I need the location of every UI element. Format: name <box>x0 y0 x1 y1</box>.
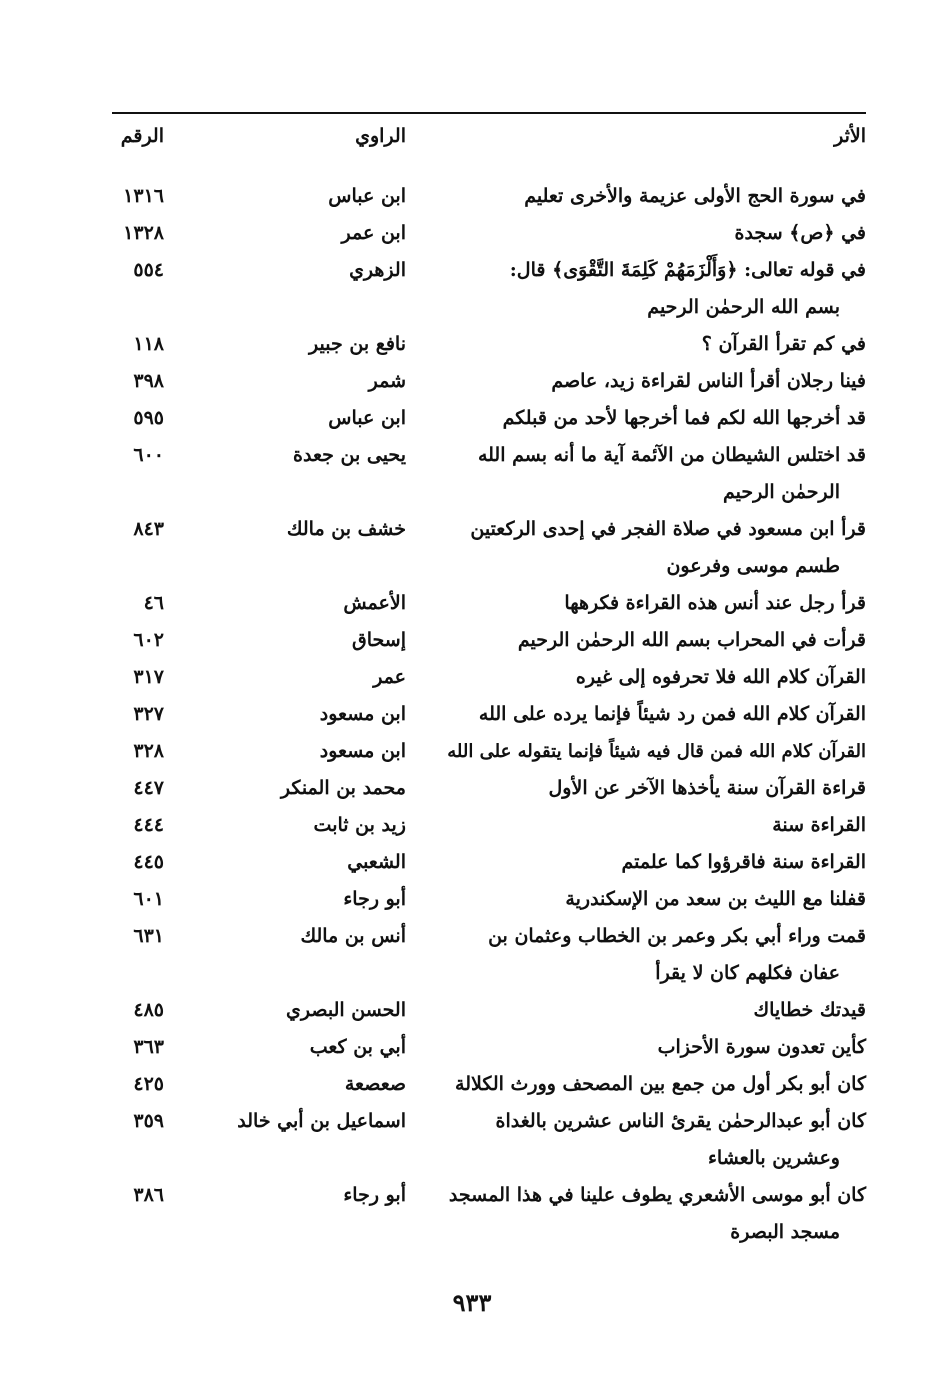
row-line <box>112 252 866 289</box>
row-line <box>112 326 866 363</box>
athar-text: القرآن كلام الله فلا تحرفوه إلى غيره <box>575 666 866 688</box>
raqm-text: ٣٩٨ <box>133 370 164 392</box>
row-line <box>112 770 866 807</box>
rawi-text: صعصعة <box>344 1073 406 1095</box>
row-line <box>112 881 866 918</box>
table-row <box>112 844 866 881</box>
athar-text: قد اختلس الشيطان من الآئمة آية ما أنه بسم الله <box>477 444 866 466</box>
row-line <box>112 1066 866 1103</box>
table-row <box>112 770 866 807</box>
header-athar: الأثر <box>834 125 866 147</box>
table-row <box>112 1103 866 1177</box>
row-line <box>112 511 866 548</box>
athar-continuation: وعشرين بالعشاء <box>707 1147 840 1169</box>
raqm-text: ٣٢٧ <box>133 703 164 725</box>
raqm-text: ٤٨٥ <box>133 999 164 1021</box>
athar-continuation: عفان فكلهم كان لا يقرأ <box>655 962 840 984</box>
athar-text: قيدتك خطاياك <box>753 999 866 1021</box>
raqm-text: ٦٠٠ <box>133 444 164 466</box>
entries-list <box>112 178 866 1251</box>
raqm-text: ٦٣١ <box>133 925 164 947</box>
athar-text: قفلنا مع الليث بن سعد من الإسكندرية <box>565 888 866 910</box>
table-header <box>112 118 866 154</box>
raqm-text: ٥٩٥ <box>133 407 164 429</box>
athar-continuation: بسم الله الرحمٰن الرحيم <box>647 296 840 318</box>
table-row <box>112 1029 866 1066</box>
rawi-text: أنس بن مالك <box>300 925 406 947</box>
table-row <box>112 178 866 215</box>
table-row <box>112 1177 866 1251</box>
table-row <box>112 622 866 659</box>
top-rule <box>112 112 866 114</box>
athar-text: قرأت في المحراب بسم الله الرحمٰن الرحيم <box>517 629 866 651</box>
raqm-text: ٣١٧ <box>133 666 164 688</box>
athar-text: قد أخرجها الله لكم فما أخرجها لأحد من قبلكم <box>502 407 866 429</box>
table-row <box>112 992 866 1029</box>
rawi-text: محمد بن المنكر <box>280 777 406 799</box>
table-row <box>112 807 866 844</box>
rawi-text: نافع بن جبير <box>309 333 406 355</box>
row-line <box>112 733 866 770</box>
rawi-text: عمر <box>373 666 406 688</box>
rawi-text: ابن مسعود <box>319 703 406 725</box>
rawi-text: اسماعيل بن أبي خالد <box>237 1110 406 1132</box>
table-row <box>112 585 866 622</box>
header-raqm: الرقم <box>120 125 164 147</box>
raqm-text: ٣٨٦ <box>133 1184 164 1206</box>
row-line <box>112 992 866 1029</box>
athar-text: في سورة الحج الأولى عزيمة والأخرى تعليم <box>524 185 866 207</box>
page-number: ٩٣٣ <box>452 1288 492 1317</box>
rawi-text: أبو رجاء <box>343 888 406 910</box>
row-line <box>112 178 866 215</box>
row-continuation <box>112 1214 866 1251</box>
raqm-text: ٣٥٩ <box>133 1110 164 1132</box>
row-continuation <box>112 474 866 511</box>
rawi-text: ابن عمر <box>341 222 406 244</box>
athar-text: في ﴿ص﴾ سجدة <box>734 222 866 244</box>
row-line <box>112 844 866 881</box>
table-row <box>112 881 866 918</box>
header-rawi: الراوي <box>355 125 406 147</box>
athar-text: في قوله تعالى: ﴿وَأَلْزَمَهُمْ كَلِمَةَ التَّقْوَى﴾ قال: <box>509 259 866 281</box>
athar-text: القرآن كلام الله فمن رد شيئاً فإنما يرده على الله <box>478 703 866 725</box>
rawi-text: إسحاق <box>352 629 406 651</box>
raqm-text: ١٣١٦ <box>123 185 164 207</box>
table-row <box>112 511 866 585</box>
table-row <box>112 696 866 733</box>
athar-text: كأين تعدون سورة الأحزاب <box>657 1036 866 1058</box>
table-row <box>112 733 866 770</box>
rawi-text: ابن مسعود <box>319 740 406 762</box>
raqm-text: ٤٤٥ <box>133 851 164 873</box>
rawi-text: خشف بن مالك <box>286 518 406 540</box>
rawi-text: الشعبي <box>347 851 406 873</box>
athar-text: القرآن كلام الله فمن قال فيه شيئاً فإنما يتقوله على الله <box>447 741 866 762</box>
row-line <box>112 400 866 437</box>
athar-text: قرأ رجل عند أنس هذه القراءة فكرهها <box>564 592 866 614</box>
rawi-text: أبو رجاء <box>343 1184 406 1206</box>
raqm-text: ٥٥٤ <box>133 259 164 281</box>
raqm-text: ٣٦٣ <box>133 1036 164 1058</box>
athar-continuation: طسم موسى وفرعون <box>666 555 840 577</box>
table-row <box>112 659 866 696</box>
row-line <box>112 696 866 733</box>
rawi-text: الأعمش <box>343 592 406 614</box>
raqm-text: ٤٤٧ <box>133 777 164 799</box>
raqm-text: ٤٦ <box>143 592 164 614</box>
table-row <box>112 400 866 437</box>
raqm-text: ٦٠٢ <box>133 629 164 651</box>
rawi-text: الزهري <box>349 259 406 281</box>
rawi-text: أبي بن كعب <box>309 1036 406 1058</box>
raqm-text: ٨٤٣ <box>133 518 164 540</box>
row-line <box>112 437 866 474</box>
athar-text: قرأ ابن مسعود في صلاة الفجر في إحدى الركعتين <box>470 518 866 540</box>
row-continuation <box>112 955 866 992</box>
athar-continuation: مسجد البصرة <box>730 1221 840 1243</box>
row-line <box>112 585 866 622</box>
row-line <box>112 807 866 844</box>
athar-text: كان أبو عبدالرحمٰن يقرئ الناس عشرين بالغداة <box>495 1110 866 1132</box>
rawi-text: الحسن البصري <box>286 999 406 1021</box>
row-line <box>112 363 866 400</box>
table-row <box>112 326 866 363</box>
table-row <box>112 215 866 252</box>
athar-text: فينا رجلان أقرأ الناس لقراءة زيد، عاصم <box>551 370 866 392</box>
rawi-text: شمر <box>368 370 406 392</box>
athar-text: القراءة سنة <box>772 814 866 836</box>
athar-text: كان أبو بكر أول من جمع بين المصحف وورث الكلالة <box>455 1073 866 1095</box>
row-continuation <box>112 1140 866 1177</box>
row-line <box>112 215 866 252</box>
table-row <box>112 437 866 511</box>
row-continuation <box>112 548 866 585</box>
raqm-text: ٤٤٤ <box>133 814 164 836</box>
row-line <box>112 1177 866 1214</box>
athar-text: قمت وراء أبي بكر وعمر بن الخطاب وعثمان بن <box>488 925 866 947</box>
raqm-text: ٦٠١ <box>133 888 164 910</box>
rawi-text: ابن عباس <box>328 185 406 207</box>
raqm-text: ٤٢٥ <box>133 1073 164 1095</box>
raqm-text: ٣٢٨ <box>133 740 164 762</box>
row-line <box>112 918 866 955</box>
athar-text: كان أبو موسى الأشعري يطوف علينا في هذا المسجد <box>448 1184 866 1206</box>
rawi-text: زيد بن ثابت <box>313 814 406 836</box>
athar-text: في كم تقرأ القرآن ؟ <box>701 333 866 355</box>
row-line <box>112 1029 866 1066</box>
row-line <box>112 1103 866 1140</box>
table-row <box>112 918 866 992</box>
raqm-text: ١٣٢٨ <box>123 222 164 244</box>
table-row <box>112 1066 866 1103</box>
row-line <box>112 622 866 659</box>
row-line <box>112 659 866 696</box>
rawi-text: ابن عباس <box>328 407 406 429</box>
athar-text: القراءة سنة فاقرؤوا كما علمتم <box>621 851 866 873</box>
raqm-text: ١١٨ <box>133 333 164 355</box>
rawi-text: يحيى بن جعدة <box>293 444 406 466</box>
table-row <box>112 363 866 400</box>
athar-continuation: الرحمٰن الرحيم <box>722 481 840 503</box>
row-continuation <box>112 289 866 326</box>
table-row <box>112 252 866 326</box>
athar-text: قراءة القرآن سنة يأخذها الآخر عن الأول <box>548 777 866 799</box>
